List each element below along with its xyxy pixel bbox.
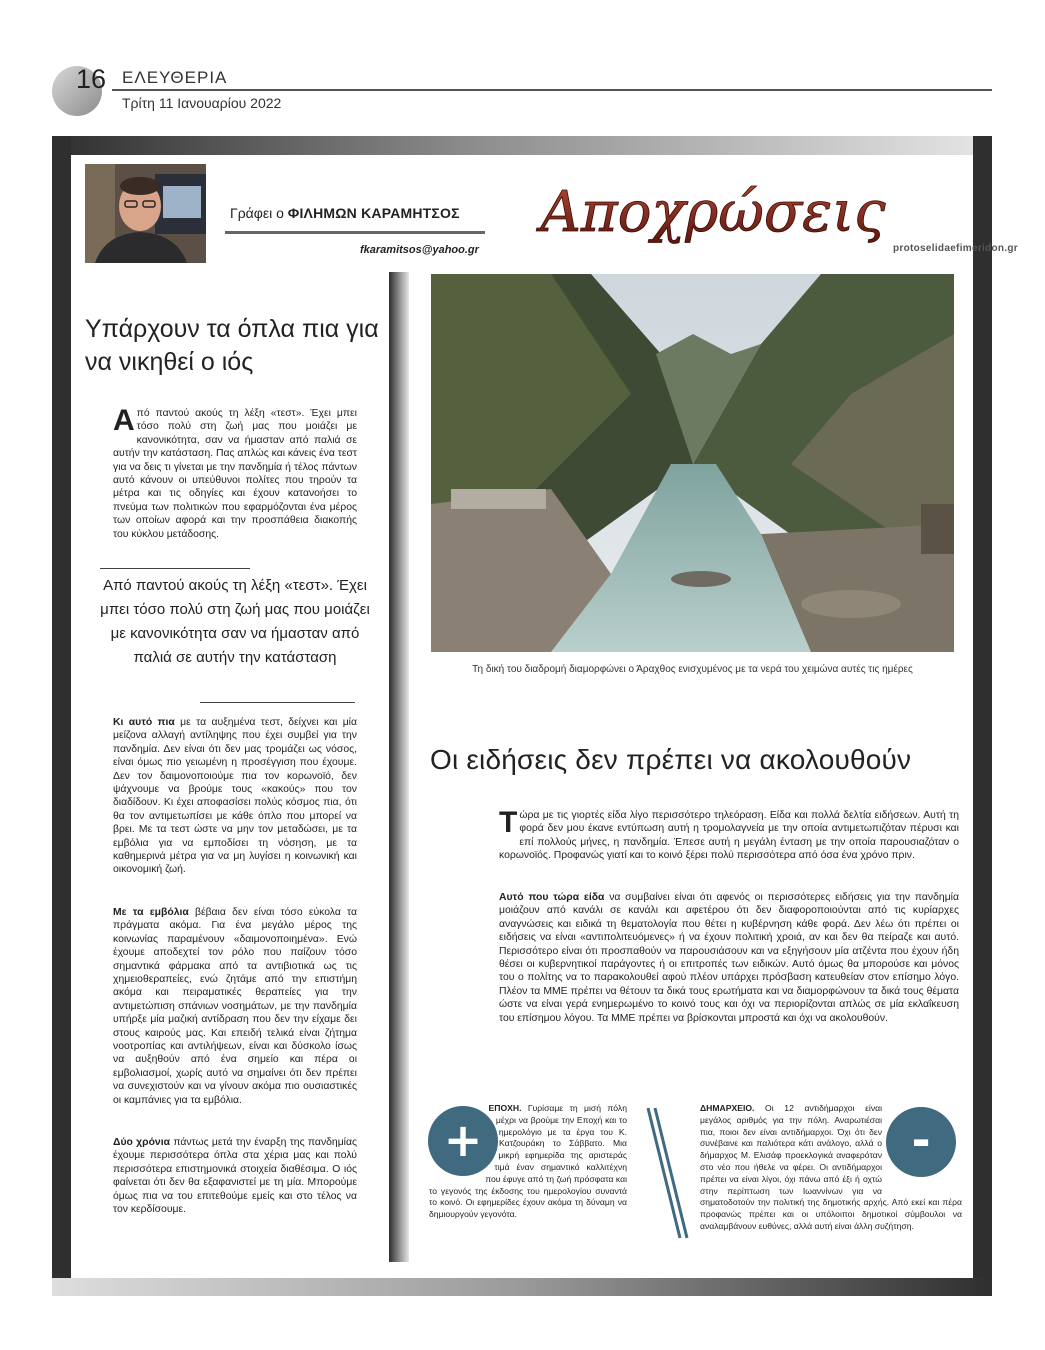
right-article-paragraph-2 [499, 891, 959, 1025]
frame-left-bar [52, 136, 71, 1296]
plus-box-text [429, 1103, 627, 1221]
byline-prefix: Γράφει ο [230, 205, 288, 221]
minus-text: Οι 12 αντιδήμαρχοι είναι μεγάλος αριθμός για την πόλη. Αναρωτιέσαι πια, ποιοι δεν είναι αντιδήμαρχοι. Όχι ότι δεν συνέβαινε και παλιότερα κάτι ανάλογο, αλλά ο δήμαρχος Μ. Ελισάφ προεκλογικά αναφερόταν στο νέο που ήθελε να φέρει. Οι αντιδήμαρχοι πρέπει να είναι λίγοι, όχι πάνω από έξι ή οχτώ στην περίπτωση των Ιωαννίνων για να σηματοδοτούν την πολιτική της δημοτικής αρχής. Από εκεί και πέρα προφανώς πρέπει και οι υπόλοιποι δημοτικοί σύμβουλοι να αναλαμβάνουν ευθύνες, αλλά αυτή είναι άλλη συζήτηση. [700, 1103, 962, 1231]
left-p4-text: πάντως μετά την έναρξη της πανδημίας έχουμε περισσότερα όπλα στα χέρια μας και πολύ περισσότερα επιστημονικά στοιχεία διαθέσιμα. Ο ιός φαίνεται ότι δεν θα εξαφανιστεί με τη μία. Μπορούμε όμως πια να του επιτεθούμε εμείς και στο τέλος να τον κερδίσουμε. [113, 1137, 358, 1216]
plus-text: Γυρίσαμε τη μισή πόλη μέχρι να βρούμε την Εποχή και το ημερολόγιο με τα έργα του Κ. Κατζουράκη το Σάββατο. Μια μικρή εφημερίδα της αριστεράς τιμά έναν σημαντικό καλλιτέχνη που έφυγε από τη ζωή πρόσφατα και το γεγονός της έκδοσης του ημερολογίου συναντά το κοινό. Οι εφημερίδες έχουν ακόμα τη δύναμη να δημιουργούν γεγονότα. [429, 1103, 627, 1220]
left-article-paragraph-3 [113, 906, 357, 1107]
byline-rule [225, 231, 485, 234]
slash-separator [640, 1103, 695, 1243]
column-logo [517, 165, 909, 256]
photo-caption: Τη δική του διαδρομή διαμορφώνει ο Άραχθος ενισχυμένος με τα νερά του χειμώνα αυτές τις ημέρες [472, 664, 913, 675]
left-article-paragraph-4 [113, 1136, 357, 1216]
minus-lead: ΔΗΜΑΡΧΕΙΟ. [700, 1103, 755, 1113]
plus-symbol: + [443, 1113, 483, 1167]
right-article-paragraph-1 [499, 806, 959, 863]
left-article-paragraph-1 [113, 404, 357, 541]
issue-date: Τρίτη 11 Ιανουαρίου 2022 [122, 95, 282, 111]
author-email[interactable]: fkaramitsos@yahoo.gr [360, 244, 479, 256]
right-dropcap: Τ [499, 806, 518, 839]
right-p2-text: να συμβαίνει είναι ότι αφενός οι περισσότερες ειδήσεις για την πανδημία μοιάζουν από κανάλι σε κανάλι και αφετέρου ότι δεν διαφοροποιούνται από τις κυρίαρχες αναγνώσεις και ειδικά τη θεματολογία που θέτει η κυβέρνηση κάθε φορά. Δεν λέω ότι πρέπει οι ειδήσεις να είναι «αντιπολιτευόμενες» ή να έχουν πολιτική χροιά, αν και δεν θα πείραζε και αυτό. Περισσότερο είναι ότι προσπαθούν να παρουσιάσουν και να εξηγήσουν μία ατζέντα που έχουν ήδη θέσει οι κυβερνητικοί παράγοντες ή οι επιτροπές των ειδικών. Αυτό όμως θα μπορούσε και μόνος του ο πολίτης να το παρακολουθεί αφού πλέον υπάρχει πρόσβαση κατευθείαν στον επίσημο λόγο. Πλέον τα ΜΜΕ πρέπει να θέτουν τα δικά τους ερωτήματα και να διαμορφώνουν τα δικά τους θέματα ώστε να είναι γερά ενημερωμένο το κοινό τους και όχι να περιορίζονται απλώς σε μία εκλαΐκευση του επίσημου λόγου. Τα ΜΜΕ πρέπει να βρίσκονται μπροστά και όχι να ακολουθούν. [499, 892, 959, 1024]
left-p4-lead: Δύο χρόνια [113, 1137, 170, 1148]
left-dropcap: Α [113, 404, 135, 437]
left-p3-text: βέβαια δεν είναι τόσο εύκολα τα πράγματα ακόμα. Για ένα μεγάλο μέρος της κοινωνίας παραμένουν «δαιμονοποιημένα». Ενώ έχουμε αποδεχτεί τον ρόλο που παίζουν τόσο σημαντικά φάρμακα από τα αντιβιοτικά ως τις χημειοθεραπείες, ενώ ζητάμε από την επιστήμη ακόμα και πειραματικές θεραπείες για την αντιμετώπιση σπάνιων νοσημάτων, με την πανδημία υπήρξε μία μαζική αντίδραση που δεν την είχαμε δει στους καιρούς μας. Και επειδή τελικά είναι ζήτημα νοοτροπίας και αντιλήψεων, είναι και δύσκολο ίσως να αυξηθούν από ένα σημείο και πέρα οι εμβολιασμοί, χωρίς αυτό να σημαίνει ότι δεν πρέπει να συνεχιστούν και να γίνουν ακόμα πιο ουσιαστικές οι καμπάνιες για τα εμβόλια. [113, 907, 357, 1106]
pull-quote-rule-bottom [200, 702, 355, 703]
right-p1-text: ώρα με τις γιορτές είδα λίγο περισσότερο τηλεόραση. Είδα και πολλά δελτία ειδήσεων. Αυτή τη φορά δεν μου έκανε εντύπωση αυτή η τρομολαγνεία με την οποία αντιμετωπιζόταν πέρυσι και επί πολλούς μήνες, η πανδημία. Έπεσε αυτή η μεγάλη ένταση με την οποία παρουσιαζόταν ο κορωνοϊός. Προφανώς γιατί και το κοινό ξέρει πολύ περισσότερα από όσα ένα χρόνο πριν. [499, 810, 959, 862]
right-p2-lead: Αυτό που τώρα είδα [499, 892, 605, 903]
frame-bottom-bar [52, 1278, 992, 1296]
pull-quote: Από παντού ακούς τη λέξη «τεστ». Έχει μπει τόσο πολύ στη ζωή μας που μοιάζει με κανονικότητα σαν να ήμασταν από παλιά σε αυτήν την κατάσταση [100, 577, 370, 666]
left-p1-text: πό παντού ακούς τη λέξη «τεστ». Έχει μπει τόσο πολύ στη ζωή μας που μοιάζει με κανονικότητα, σαν να ήμασταν από παλιά σε αυτήν την κατάσταση. Πας απλώς και κάνεις ένα τεστ για να δεις τι γίνεται με την πανδημία ή τέλος πάντων αυτό κάνουν οι υπεύθυνοι πολίτες που τηρούν τα μέτρα και τις οδηγίες και έχουν κατανοήσει το πνεύμα των πολιτικών που εφαρμόζονται ένα μέρος των οποίων αφορά και την προσπάθεια διακοπής του κύκλου μετάδοσης. [113, 408, 357, 540]
frame-right-bar [973, 136, 992, 1296]
author-name: ΦΙΛΗΜΩΝ ΚΑΡΑΜΗΤΣΟΣ [287, 205, 460, 221]
minus-symbol: - [911, 1113, 931, 1167]
frame-top-bar [52, 136, 992, 155]
left-p3-lead: Με τα εμβόλια [113, 907, 189, 918]
left-article-paragraph-2 [113, 716, 357, 877]
left-p2-lead: Κι αυτό πια [113, 717, 175, 728]
pull-quote-rule-top [100, 568, 250, 569]
column-logo-title: Αποχρώσεις [540, 180, 886, 245]
left-article-title: Υπάρχουν τα όπλα πια για να νικηθεί ο ιός [85, 315, 379, 376]
newspaper-name: ΕΛΕΥΘΕΡΙΑ [122, 68, 228, 87]
plus-lead: ΕΠΟΧΗ. [488, 1103, 522, 1113]
page-number: 16 [76, 64, 107, 94]
left-p2-text: με τα αυξημένα τεστ, δείχνει και μία μείζονα αλλαγή αντίληψης που έχει συμβεί για την πανδημία. Δεν είναι ότι δεν μας τρομάζει ως νόσος, είναι όμως πιο γειωμένη η προσέγγιση που έχουμε. Δεν τον δαιμονοποιούμε πια τον κορωνοϊό, δεν ψάχνουμε να βρούμε τους «κακούς» που τον διαδίδουν. Κι έχει αποφασίσει πολύς κόσμος πια, ότι θα τον αντιμετωπίσει με κάθε όπλο που μπορεί να βρει. Με τα τεστ ώστε να μην τον μεταδώσει, με τα εμβόλια για να εμποδίσει τη νόσηση, με τα καθημερινά μέτρα για να μη λυγίσει η κοινωνική και οικονομική ζωή. [113, 717, 357, 876]
byline [230, 205, 460, 221]
right-article-title: Οι ειδήσεις δεν πρέπει να ακολουθούν [430, 744, 912, 775]
author-photo [85, 164, 206, 263]
river-photo [431, 274, 954, 652]
source-watermark: protoselidaefimeridon.gr [893, 243, 1018, 254]
minus-box-text [700, 1103, 962, 1233]
column-divider [389, 272, 409, 1262]
header-rule [112, 89, 992, 91]
